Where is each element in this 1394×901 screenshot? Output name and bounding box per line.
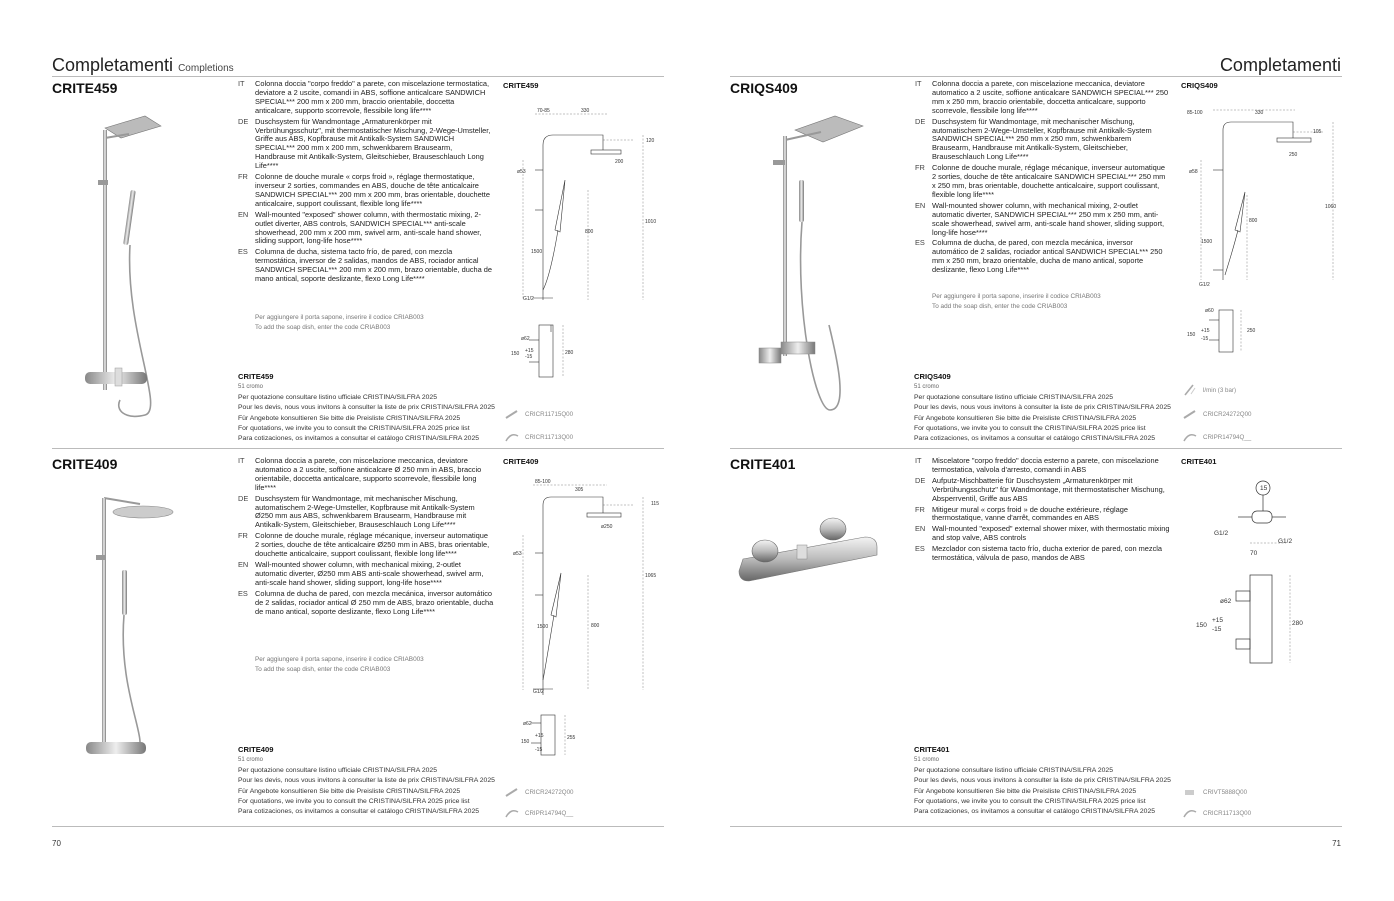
desc-text: Wall-mounted "exposed" shower column, with thermostatic mixing, 2-outlet diverter, ABS controls, SANDWICH SPECIAL*** anti-scale showerhead, 200 mm x 200 mm, swivel arm, anti-scale hand shower, sliding support, long-life hose**** xyxy=(255,209,482,246)
right-page-title: Completamenti xyxy=(1219,55,1341,75)
product-photo-shower-column xyxy=(75,110,165,440)
desc-row xyxy=(915,545,1171,563)
lang-code: FR xyxy=(915,504,925,514)
price-line: Für Angebote konsultieren Sie bitte die Preisliste CRISTINA/SILFRA 2025 xyxy=(238,787,461,795)
dim-label: 150 xyxy=(521,739,530,745)
desc-row xyxy=(915,525,1171,543)
technical-drawing xyxy=(503,100,663,390)
lang-code: EN xyxy=(238,559,249,569)
dim-label: 1500 xyxy=(1201,239,1213,245)
accessory-code: CRIPR14794Q__ xyxy=(1203,433,1252,441)
dim-label: 1500 xyxy=(531,249,543,255)
desc-row xyxy=(238,248,494,284)
flow-rate-icon xyxy=(1183,384,1197,396)
technical-drawing xyxy=(503,475,663,760)
dim-label: 200 xyxy=(615,159,624,165)
desc-text: Colonne de douche murale « corps froid », réglage thermostatique, inverseur 2 sorties, commandes en ABS, douche de tête anticalcaire SANDWICH SPECIAL*** 200 mm x 200 mm, bras orientable, douchette anticalcaire, support coulissant, flexible long life**** xyxy=(255,172,490,208)
shower-hose-icon xyxy=(1183,432,1197,442)
dim-label: ø62 xyxy=(521,336,530,342)
dim-label: 85-100 xyxy=(535,479,551,485)
dim-label: ø53 xyxy=(517,169,526,175)
lang-code: IT xyxy=(915,79,922,88)
soap-dish-note xyxy=(255,313,495,332)
accessory xyxy=(1183,384,1236,396)
dim-label: G1/2 xyxy=(533,689,544,695)
desc-text: Colonna doccia "corpo freddo" a parete, con miscelazione termostatica, deviatore a 2 uscite, comandi in ABS, soffione anticalcare SANDWICH SPECIAL*** 200 mm x 200 mm, braccio orientabile, doccetta anticalcare, supporto scorrevole, flessibile long life**** xyxy=(255,79,490,115)
description-block xyxy=(915,80,1171,277)
desc-row xyxy=(915,477,1171,504)
dim-label: 1060 xyxy=(1325,204,1337,210)
desc-row xyxy=(915,506,1171,524)
hand-shower-icon xyxy=(505,787,519,797)
desc-row xyxy=(238,173,494,209)
note-line: Per aggiungere il porta sapone, inserire il codice CRIAB003 xyxy=(255,314,424,321)
dim-label: 1500 xyxy=(537,624,549,630)
desc-text: Wall-mounted shower column, with mechanical mixing, 2-outlet automatic diverter, SANDWICH SPECIAL*** 250 mm x 250 mm, anti-scale showerhead, swivel arm, anti-scale hand shower, sliding support, long-life hose**** xyxy=(932,200,1165,237)
price-line: Per quotazione consultare listino ufficiale CRISTINA/SILFRA 2025 xyxy=(914,393,1113,401)
lang-code: EN xyxy=(915,200,926,210)
price-line: For quotations, we invite you to consult the CRISTINA/SILFRA 2025 price list xyxy=(238,425,470,433)
desc-text: Mitigeur mural « corps froid » de douche extérieure, réglage thermostatique, vanne d'arrêt, commandes en ABS xyxy=(932,504,1128,523)
lang-code: ES xyxy=(238,588,248,598)
lang-code: FR xyxy=(238,172,248,182)
section-divider xyxy=(730,448,1342,449)
desc-text: Miscelatore "corpo freddo" doccia esterno a parete, con miscelazione termostatica, valvola d'arresto, comandi in ABS xyxy=(932,456,1159,474)
product-code: CRITE459 xyxy=(52,80,118,96)
desc-row xyxy=(238,457,494,493)
accessory-code: CRIVT5888Q00 xyxy=(1203,788,1248,796)
desc-text: Wall-mounted "exposed" external shower mixer, with thermostatic mixing and stop valve, ABS controls xyxy=(932,524,1170,543)
dim-label: 115 xyxy=(651,501,659,507)
price-line: Für Angebote konsultieren Sie bitte die Preisliste CRISTINA/SILFRA 2025 xyxy=(238,414,461,422)
dim-label: 250 xyxy=(1289,152,1298,158)
lang-code: DE xyxy=(238,116,249,126)
lang-code: ES xyxy=(915,544,925,554)
technical-drawing xyxy=(1190,475,1330,675)
dim-label: G1/2 xyxy=(523,296,534,302)
drawing-label: CRITE459 xyxy=(503,81,539,90)
footer-code: CRITE409 xyxy=(238,745,274,754)
dim-label: ø60 xyxy=(1205,308,1214,314)
note-line: Per aggiungere il porta sapone, inserire il codice CRIAB003 xyxy=(932,293,1101,300)
finish: 51 cromo xyxy=(914,757,940,764)
desc-text: Columna de ducha, de pared, con mezcla mecánica, inversor automático de 2 salidas, rociador antical SANDWICH SPECIAL*** 250 mm x 250 mm, brazo orientable, ducha de mano antical, soporte deslizante, flexo Long Life**** xyxy=(932,238,1163,275)
price-line: Per quotazione consultare listino ufficiale CRISTINA/SILFRA 2025 xyxy=(238,766,437,774)
dim-label: 800 xyxy=(591,623,600,629)
lang-code: EN xyxy=(915,524,926,534)
dim-label: 1010 xyxy=(645,219,657,225)
desc-row xyxy=(915,164,1171,200)
accessory xyxy=(1183,808,1251,818)
price-line: Für Angebote konsultieren Sie bitte die Preisliste CRISTINA/SILFRA 2025 xyxy=(914,414,1137,422)
left-header-rule xyxy=(52,76,664,77)
product-code: CRIQS409 xyxy=(730,80,798,96)
desc-text: Aufputz-Mischbatterie für Duschsystem „Armaturenkörper mit Verbrühungsschutz" für Wandmontage, mit thermostatischer Mischung, Absperrventil, Griffe aus ABS xyxy=(932,475,1165,503)
desc-text: Duschsystem für Wandmontage „Armaturenkörper mit Verbrühungsschutz", mit thermostatischer Mischung, 2-Wege-Umsteller, Griffe aus ABS, Kopfbrause mit Antikalk-System SANDWICH SPECIAL*** 200 mm x 200 mm, schwenkbarem Brausearm, Handbrause mit Antikalk-System, Gleitschieber, Brauseschlauch Long Life**** xyxy=(255,116,491,171)
dim-label: +15 xyxy=(535,733,544,739)
dim-label: +15 xyxy=(1212,617,1224,624)
dim-label: 120 xyxy=(646,138,655,144)
dim-label: -15 xyxy=(535,747,543,753)
dim-label: 70-85 xyxy=(537,108,550,114)
dim-label: -15 xyxy=(1201,336,1209,342)
dim-label: 15 xyxy=(1260,485,1268,492)
dim-label: 330 xyxy=(1255,110,1264,116)
shower-hose-icon xyxy=(505,808,519,818)
hand-shower-icon xyxy=(505,409,519,419)
dim-label: 150 xyxy=(511,351,520,357)
dim-label: ø58 xyxy=(1189,169,1198,175)
desc-text: Colonne de douche murale, réglage mécanique, inverseur automatique 2 sorties, douche de tête anticalcaire SANDWICH SPECIAL*** 250 mm x 250 mm, bras orientable, douchette anticalcaire, support coulissant, flexible long life**** xyxy=(932,163,1166,199)
accessory-code: CRIPR14794Q__ xyxy=(525,809,574,817)
desc-text: Mezclador con sistema tacto frío, ducha exterior de pared, con mezcla termostática, válvula de paso, mandos de ABS xyxy=(932,544,1163,563)
note-line: Per aggiungere il porta sapone, inserire il codice CRIAB003 xyxy=(255,656,424,663)
accessory xyxy=(1183,432,1251,442)
price-footer xyxy=(914,745,1176,818)
drawing-label: CRITE409 xyxy=(503,457,539,466)
desc-row xyxy=(915,457,1171,475)
accessory-code: CRICR11713Q00 xyxy=(525,433,574,441)
dim-label: 250 xyxy=(1247,328,1256,334)
desc-text: Columna de ducha, sistema tacto frío, de pared, con mezcla termostática, inversor de 2 salidas, mandos de ABS, rociador antical SANDWICH SPECIAL*** 200 mm x 200 mm, brazo orientable, ducha de mano antical, soporte deslizante, flexo Long Life**** xyxy=(255,247,493,284)
dim-label: 1065 xyxy=(645,573,657,579)
footer-rule xyxy=(52,826,664,827)
price-footer xyxy=(914,372,1176,445)
note-line: To add the soap dish, enter the code CRIAB003 xyxy=(932,302,1068,310)
accessory xyxy=(505,432,573,442)
dim-label: ø62 xyxy=(1220,598,1232,605)
desc-row xyxy=(915,239,1171,275)
product-photo-shower-column xyxy=(78,490,168,790)
technical-drawing xyxy=(1183,100,1343,360)
accessory-code: CRICR24272Q00 xyxy=(1203,410,1252,418)
finish: 51 cromo xyxy=(238,384,264,391)
left-page-header xyxy=(52,55,234,76)
price-line: Para cotizaciones, os invitamos a consultar el catálogo CRISTINA/SILFRA 2025 xyxy=(238,435,480,443)
price-footer xyxy=(238,745,500,818)
dim-label: 85-100 xyxy=(1187,110,1203,116)
price-line: Para cotizaciones, os invitamos a consultar el catálogo CRISTINA/SILFRA 2025 xyxy=(914,435,1156,443)
lang-code: FR xyxy=(915,163,925,173)
lang-code: ES xyxy=(915,238,925,248)
desc-text: Colonna doccia a parete, con miscelazione meccanica, deviatore automatico a 2 uscite, soffione anticalcare SANDWICH SPECIAL*** 250 mm x 250 mm, braccio orientabile, doccetta anticalcare, supporto scorrevole, flessibile long life**** xyxy=(932,79,1169,115)
desc-text: Duschsystem für Wandmontage, mit mechanischer Mischung, automatischem 2-Wege-Umsteller, Kopfbrause mit Antikalk-System Ø250 mm aus ABS, schwenkbarem Brausearm, Handbrause mit Antikalk-System, Gleitschieber, Brauseschlauch Long Life**** xyxy=(255,493,475,530)
product-code: CRITE401 xyxy=(730,456,796,472)
price-line: Per quotazione consultare listino ufficiale CRISTINA/SILFRA 2025 xyxy=(914,766,1113,774)
desc-row xyxy=(238,495,494,531)
desc-text: Duschsystem für Wandmontage, mit mechanischer Mischung, automatischem 2-Wege-Umsteller, Kopfbrause mit Antikalk-System SANDWICH SPECIAL*** 250 mm x 250 mm, schwenkbarem Brausearm, Handbrause mit Antikalk-System, Gleitschieber, Brauseschlauch Long Life**** xyxy=(932,116,1152,162)
product-code: CRITE409 xyxy=(52,456,118,472)
accessory xyxy=(505,808,573,818)
drawing-label: CRITE401 xyxy=(1181,457,1217,466)
dim-label: -15 xyxy=(1212,626,1222,633)
desc-row xyxy=(238,211,494,247)
dim-label: ø53 xyxy=(513,551,522,557)
lang-code: DE xyxy=(238,493,249,503)
product-photo-thermostatic-mixer xyxy=(735,515,885,595)
desc-row xyxy=(238,532,494,559)
dim-label: 255 xyxy=(567,735,576,741)
dim-label: 150 xyxy=(1196,622,1207,629)
dim-label: -15 xyxy=(525,354,533,360)
price-line: Pour les devis, nous vous invitons à consulter la liste de prix CRISTINA/SILFRA 2025 xyxy=(238,777,495,785)
description-block xyxy=(238,457,494,618)
desc-row xyxy=(915,80,1171,116)
accessory xyxy=(505,409,573,419)
desc-row xyxy=(915,118,1171,163)
left-page-number: 70 xyxy=(52,839,61,848)
accessory xyxy=(1183,787,1247,797)
lang-code: DE xyxy=(915,116,926,126)
dim-label: +15 xyxy=(525,348,534,354)
price-line: Para cotizaciones, os invitamos a consultar el catálogo CRISTINA/SILFRA 2025 xyxy=(914,808,1156,816)
left-page-subtitle: Completions xyxy=(178,63,234,74)
description-block xyxy=(238,80,494,286)
dim-label: 330 xyxy=(581,108,590,114)
dim-label: 800 xyxy=(1249,218,1258,224)
desc-row xyxy=(238,561,494,588)
lang-code: IT xyxy=(915,456,922,465)
dim-label: +15 xyxy=(1201,328,1210,334)
dim-label: 70 xyxy=(1250,550,1258,557)
flow-note: l/min (3 bar) xyxy=(1203,386,1237,394)
dim-label: 280 xyxy=(565,350,574,356)
lang-code: IT xyxy=(238,456,245,465)
soap-dish-note xyxy=(932,292,1172,311)
dim-label: G1/2 xyxy=(1199,282,1210,288)
price-line: For quotations, we invite you to consult the CRISTINA/SILFRA 2025 price list xyxy=(914,798,1146,806)
accessory-code: CRICR24272Q00 xyxy=(525,788,574,796)
dim-label: ø250 xyxy=(601,524,613,530)
price-line: Pour les devis, nous vous invitons à consulter la liste de prix CRISTINA/SILFRA 2025 xyxy=(914,777,1171,785)
soap-dish-note xyxy=(255,655,495,674)
dim-label: 800 xyxy=(585,229,594,235)
accessory xyxy=(1183,409,1252,419)
dim-label: 105 xyxy=(1313,129,1322,135)
dim-label: 150 xyxy=(1187,332,1196,338)
product-photo-shower-column xyxy=(755,110,865,420)
desc-row xyxy=(238,118,494,171)
price-line: Pour les devis, nous vous invitons à consulter la liste de prix CRISTINA/SILFRA 2025 xyxy=(238,404,495,412)
footer-code: CRIQS409 xyxy=(914,372,951,381)
desc-text: Wall-mounted shower column, with mechanical mixing, 2-outlet automatic diverter, Ø250 mm ABS anti-scale showerhead, swivel arm, anti-scale hand shower, sliding support, long-life hose**** xyxy=(255,559,484,587)
desc-row xyxy=(238,80,494,116)
accessory-code: CRICR11713Q00 xyxy=(1203,809,1252,817)
footer-rule xyxy=(730,826,1342,827)
accessory-code: CRICR11715Q00 xyxy=(525,410,574,418)
lang-code: EN xyxy=(238,209,249,219)
drawing-label: CRIQS409 xyxy=(1181,81,1218,90)
lang-code: IT xyxy=(238,79,245,88)
desc-text: Columna de ducha de pared, con mezcla mecánica, inversor automático de 2 salidas, rociador antical Ø 250 mm de ABS, brazo orientable, ducha de mano antical, soporte deslizante, flexo Long Life**** xyxy=(255,588,494,616)
accessory xyxy=(505,787,574,797)
lang-code: DE xyxy=(915,475,926,485)
price-line: Para cotizaciones, os invitamos a consultar el catálogo CRISTINA/SILFRA 2025 xyxy=(238,808,480,816)
desc-row xyxy=(238,590,494,617)
footer-code: CRITE459 xyxy=(238,372,274,381)
note-line: To add the soap dish, enter the code CRIAB003 xyxy=(255,323,391,331)
right-header-rule xyxy=(730,76,1342,77)
lang-code: ES xyxy=(238,247,248,257)
dim-label: G1/2 xyxy=(1278,538,1293,545)
valve-icon xyxy=(1183,787,1197,797)
section-divider xyxy=(52,448,664,449)
hand-shower-icon xyxy=(1183,409,1197,419)
note-line: To add the soap dish, enter the code CRIAB003 xyxy=(255,665,391,673)
desc-text: Colonne de douche murale, réglage mécanique, inverseur automatique 2 sorties, douche de tête anticalcaire Ø250 mm in ABS, bras orientable, douchette anticalcaire, support coulissant, flexible long life**** xyxy=(255,531,490,559)
shower-hose-icon xyxy=(505,432,519,442)
price-footer xyxy=(238,372,500,445)
price-line: For quotations, we invite you to consult the CRISTINA/SILFRA 2025 price list xyxy=(238,798,470,806)
dim-label: G1/2 xyxy=(1214,530,1229,537)
price-line: For quotations, we invite you to consult the CRISTINA/SILFRA 2025 price list xyxy=(914,425,1146,433)
dim-label: ø62 xyxy=(523,721,532,727)
dim-label: 305 xyxy=(575,487,584,493)
finish: 51 cromo xyxy=(914,384,940,391)
desc-row xyxy=(915,202,1171,238)
price-line: Per quotazione consultare listino ufficiale CRISTINA/SILFRA 2025 xyxy=(238,393,437,401)
description-block xyxy=(915,457,1171,565)
finish: 51 cromo xyxy=(238,757,264,764)
price-line: Pour les devis, nous vous invitons à consulter la liste de prix CRISTINA/SILFRA 2025 xyxy=(914,404,1171,412)
right-page-number: 71 xyxy=(1332,839,1341,848)
desc-text: Colonna doccia a parete, con miscelazione meccanica, deviatore automatico a 2 uscite, soffione anticalcare Ø 250 mm in ABS, braccio orientabile, doccetta anticalcare, supporto scorrevole, flessibile long life**** xyxy=(255,456,482,492)
lang-code: FR xyxy=(238,531,248,541)
shower-hose-icon xyxy=(1183,808,1197,818)
dim-label: 280 xyxy=(1292,620,1303,627)
footer-code: CRITE401 xyxy=(914,745,950,754)
left-page-title: Completamenti xyxy=(52,55,174,75)
price-line: Für Angebote konsultieren Sie bitte die Preisliste CRISTINA/SILFRA 2025 xyxy=(914,787,1137,795)
